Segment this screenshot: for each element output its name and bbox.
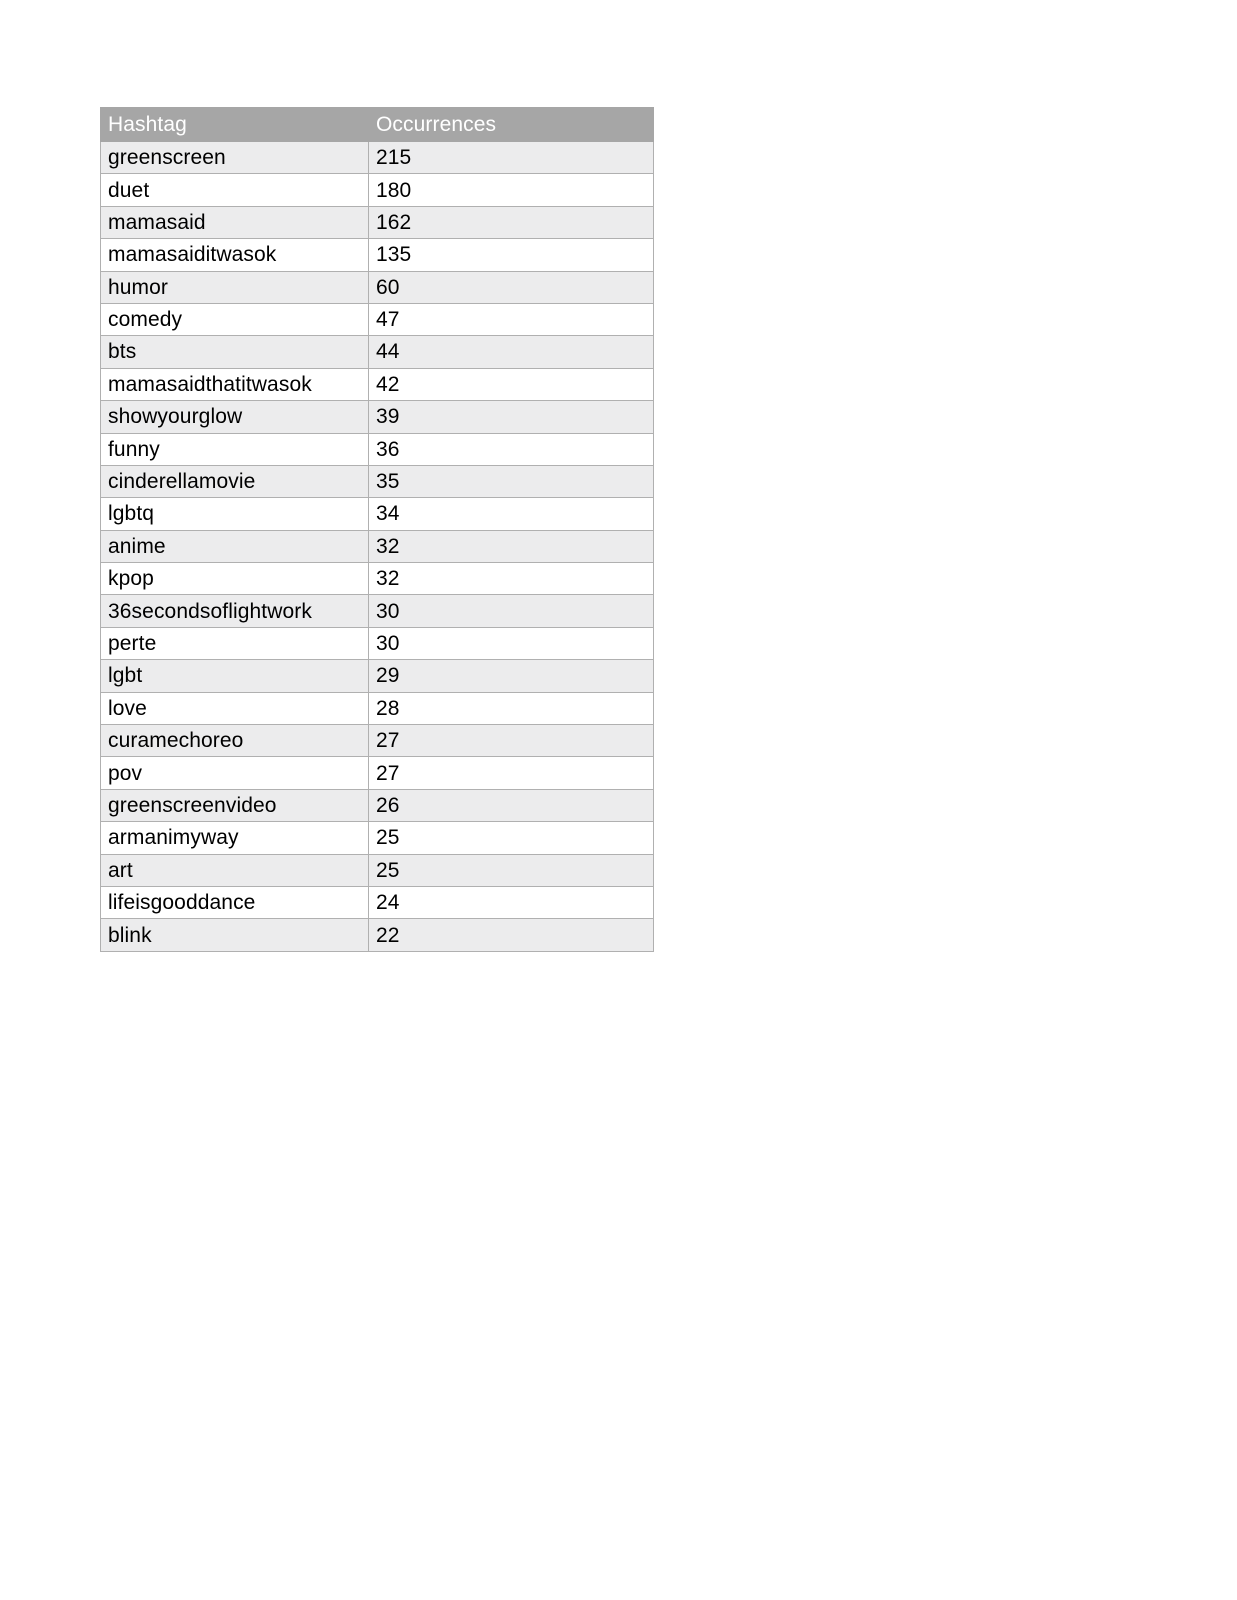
hashtag-occurrences-table — [100, 107, 654, 952]
cell-hashtag: greenscreen — [101, 142, 369, 174]
cell-occurrences: 60 — [369, 271, 654, 303]
table-row — [101, 271, 654, 303]
cell-hashtag: bts — [101, 336, 369, 368]
table-row — [101, 433, 654, 465]
cell-occurrences: 25 — [369, 854, 654, 886]
cell-hashtag: lgbtq — [101, 498, 369, 530]
cell-occurrences: 215 — [369, 142, 654, 174]
cell-hashtag: armanimyway — [101, 822, 369, 854]
table-row — [101, 725, 654, 757]
cell-hashtag: mamasaid — [101, 206, 369, 238]
table-row — [101, 303, 654, 335]
table-row — [101, 530, 654, 562]
cell-occurrences: 35 — [369, 465, 654, 497]
cell-hashtag: duet — [101, 174, 369, 206]
cell-occurrences: 47 — [369, 303, 654, 335]
table-row — [101, 660, 654, 692]
table-row — [101, 789, 654, 821]
table-row — [101, 886, 654, 918]
cell-occurrences: 27 — [369, 757, 654, 789]
cell-occurrences: 36 — [369, 433, 654, 465]
column-header-occurrences: Occurrences — [369, 108, 654, 142]
table-row — [101, 757, 654, 789]
table-row — [101, 627, 654, 659]
table-header-row — [101, 108, 654, 142]
cell-hashtag: mamasaiditwasok — [101, 239, 369, 271]
table-row — [101, 465, 654, 497]
table-row — [101, 336, 654, 368]
table-row — [101, 595, 654, 627]
cell-hashtag: funny — [101, 433, 369, 465]
table-row — [101, 822, 654, 854]
table-row — [101, 498, 654, 530]
table-row — [101, 919, 654, 951]
cell-hashtag: lifeisgooddance — [101, 886, 369, 918]
table-row — [101, 368, 654, 400]
cell-hashtag: perte — [101, 627, 369, 659]
table-row — [101, 174, 654, 206]
cell-occurrences: 32 — [369, 563, 654, 595]
table-row — [101, 692, 654, 724]
cell-hashtag: cinderellamovie — [101, 465, 369, 497]
cell-occurrences: 25 — [369, 822, 654, 854]
table-header — [101, 108, 654, 142]
table-row — [101, 239, 654, 271]
cell-hashtag: love — [101, 692, 369, 724]
table-row — [101, 142, 654, 174]
cell-hashtag: blink — [101, 919, 369, 951]
cell-occurrences: 22 — [369, 919, 654, 951]
cell-hashtag: curamechoreo — [101, 725, 369, 757]
cell-hashtag: art — [101, 854, 369, 886]
cell-hashtag: showyourglow — [101, 401, 369, 433]
cell-hashtag: 36secondsoflightwork — [101, 595, 369, 627]
cell-hashtag: lgbt — [101, 660, 369, 692]
table-body — [101, 142, 654, 952]
cell-hashtag: mamasaidthatitwasok — [101, 368, 369, 400]
cell-hashtag: greenscreenvideo — [101, 789, 369, 821]
cell-occurrences: 32 — [369, 530, 654, 562]
hashtag-table-container — [100, 107, 653, 952]
cell-hashtag: pov — [101, 757, 369, 789]
cell-hashtag: comedy — [101, 303, 369, 335]
cell-occurrences: 39 — [369, 401, 654, 433]
table-row — [101, 854, 654, 886]
column-header-hashtag: Hashtag — [101, 108, 369, 142]
cell-hashtag: humor — [101, 271, 369, 303]
cell-occurrences: 27 — [369, 725, 654, 757]
cell-occurrences: 30 — [369, 627, 654, 659]
cell-hashtag: kpop — [101, 563, 369, 595]
cell-occurrences: 30 — [369, 595, 654, 627]
cell-hashtag: anime — [101, 530, 369, 562]
cell-occurrences: 44 — [369, 336, 654, 368]
cell-occurrences: 29 — [369, 660, 654, 692]
table-row — [101, 563, 654, 595]
cell-occurrences: 42 — [369, 368, 654, 400]
cell-occurrences: 162 — [369, 206, 654, 238]
cell-occurrences: 24 — [369, 886, 654, 918]
table-row — [101, 206, 654, 238]
cell-occurrences: 34 — [369, 498, 654, 530]
cell-occurrences: 26 — [369, 789, 654, 821]
cell-occurrences: 135 — [369, 239, 654, 271]
cell-occurrences: 28 — [369, 692, 654, 724]
table-row — [101, 401, 654, 433]
cell-occurrences: 180 — [369, 174, 654, 206]
